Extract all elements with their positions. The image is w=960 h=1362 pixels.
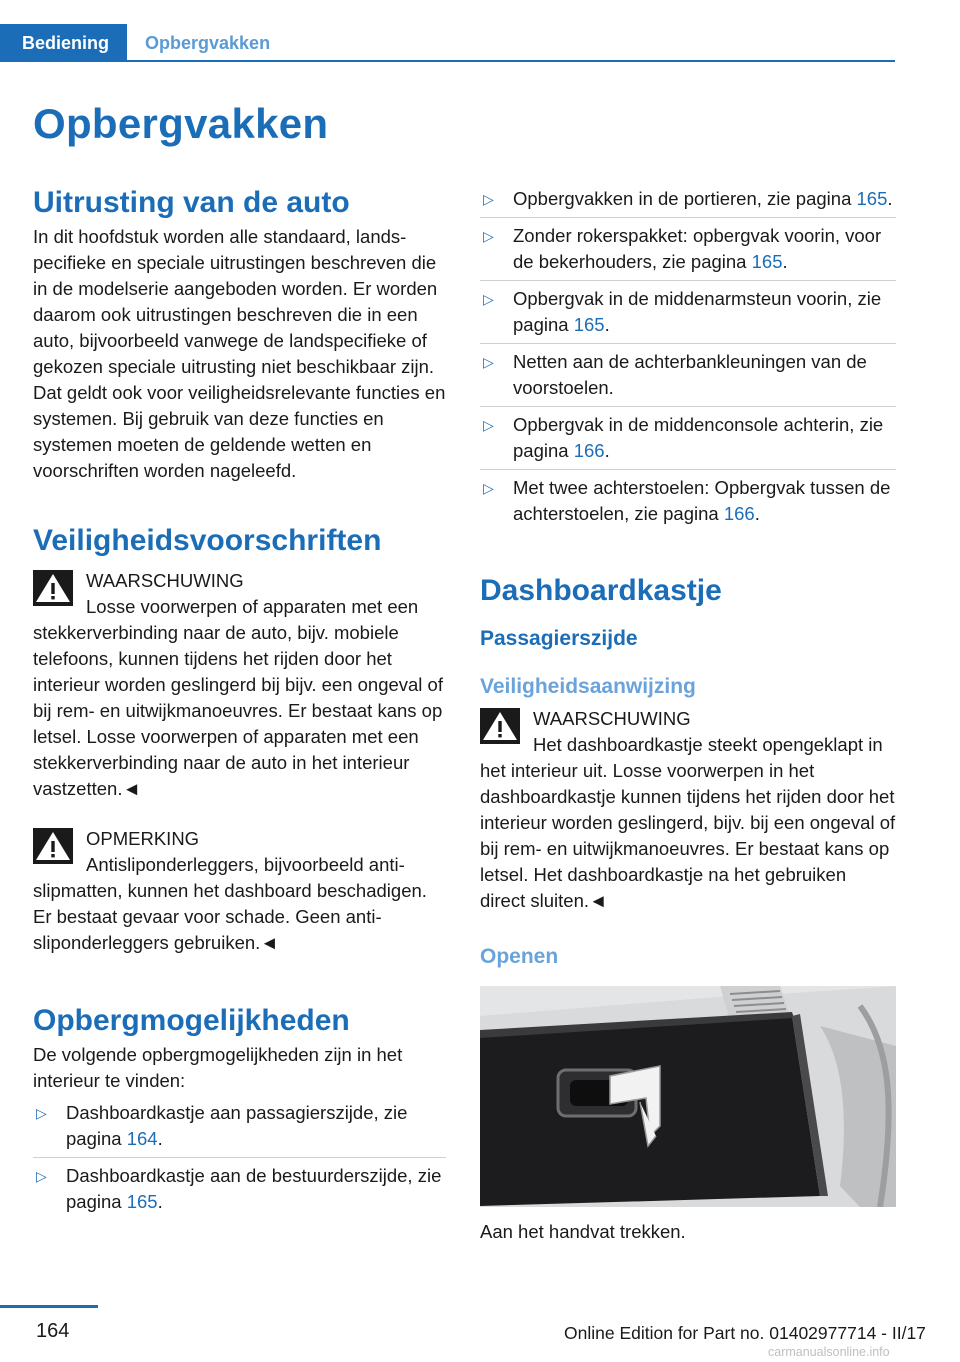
warning-label: WAARSCHUWING bbox=[533, 708, 691, 729]
section-heading-veiligheid: Veiligheidsvoorschriften bbox=[33, 524, 382, 557]
page-link[interactable]: 165 bbox=[573, 314, 605, 335]
glovebox-image bbox=[480, 986, 896, 1207]
list-item: ▷ Met twee achterstoelen: Opbergvak tussen de achterstoelen, zie pagina 166. bbox=[483, 477, 891, 524]
header-tabs bbox=[0, 24, 895, 62]
page-link[interactable]: 165 bbox=[751, 251, 783, 272]
glovebox-illustration bbox=[480, 986, 896, 1207]
section-text-opbergmogelijkheden: De volgende opbergmogelijkheden zijn in het interieur te vinden: bbox=[33, 1044, 403, 1091]
section-heading-opbergmogelijkheden: Opbergmogelijkheden bbox=[33, 1004, 350, 1037]
warning-text: Losse voorwerpen of apparaten met een stekkerverbinding naar de auto, bijv. mobiele telefoons, kunnen tijdens het rijden door het interieur worden geslingerd bij bijv. een ongeval of bij rem- en uitwijkmanoeuvres. Er bestaat kans op letsel. Losse voorwerpen of apparaten met een stekkerverbinding naar de auto in het interieur vastzetten.◄ bbox=[33, 596, 443, 799]
section-heading-uitrusting: Uitrusting van de auto bbox=[33, 186, 350, 219]
section-heading-dashboardkastje: Dashboardkastje bbox=[480, 574, 722, 607]
warning-icon bbox=[480, 708, 520, 744]
bullet-triangle-icon: ▷ bbox=[483, 354, 494, 370]
notice-block bbox=[33, 826, 446, 956]
page-title: Opbergvakken bbox=[33, 100, 329, 147]
storage-list-left bbox=[33, 1100, 446, 1220]
bullet-triangle-icon: ▷ bbox=[36, 1105, 47, 1121]
subheading-passagierszijde: Passagierszijde bbox=[480, 627, 638, 650]
subheading-openen: Openen bbox=[480, 945, 559, 968]
notice-label: OPMERKING bbox=[86, 828, 200, 849]
list-item: ▷ Opbergvak in de middenarmsteun voorin, zie pagina 165. bbox=[480, 286, 896, 344]
bullet-triangle-icon: ▷ bbox=[483, 228, 494, 244]
tab-opbergvakken[interactable]: Opbergvakken bbox=[145, 33, 271, 53]
warning-block-glovebox bbox=[480, 706, 896, 914]
list-item: ▷ Dashboardkastje aan de bestuurderszijde, zie pagina 165. bbox=[36, 1165, 442, 1212]
watermark: carmanualsonline.info bbox=[768, 1345, 890, 1359]
list-item: ▷ Zonder rokerspakket: opbergvak voorin, voor de bekerhouders, zie pagina 165. bbox=[480, 223, 896, 281]
bullet-triangle-icon: ▷ bbox=[36, 1168, 47, 1184]
page-link[interactable]: 165 bbox=[126, 1191, 158, 1212]
page-link[interactable]: 164 bbox=[126, 1128, 158, 1149]
notice-text: Antisliponderleggers, bijvoorbeeld antislipmatten, kunnen het dashboard beschadigen. Er bestaat gevaar voor schade. Geen antisliponderleggers gebruiken.◄ bbox=[33, 854, 427, 953]
tab-bediening[interactable]: Bediening bbox=[0, 24, 127, 62]
list-item: ▷ Opbergvak in de middenconsole achterin, zie pagina 166. bbox=[480, 412, 896, 470]
subheading-veiligheidsaanwijzing: Veiligheidsaanwijzing bbox=[480, 675, 696, 698]
figure-caption: Aan het handvat trekken. bbox=[480, 1221, 686, 1242]
list-item: ▷ Dashboardkastje aan passagierszijde, zie pagina 164. bbox=[33, 1100, 446, 1158]
warning-block bbox=[33, 568, 446, 802]
list-item: ▷ Netten aan de achterbankleuningen van de voorstoelen. bbox=[480, 349, 896, 407]
page-link[interactable]: 165 bbox=[856, 188, 888, 209]
bullet-triangle-icon: ▷ bbox=[483, 191, 494, 207]
list-item: ▷ Opbergvakken in de portieren, zie pagina 165. bbox=[480, 186, 896, 218]
left-column bbox=[33, 186, 446, 1225]
warning-icon bbox=[33, 828, 73, 864]
page-link[interactable]: 166 bbox=[573, 440, 605, 461]
footer-rule bbox=[0, 1305, 98, 1308]
page-number: 164 bbox=[36, 1320, 70, 1342]
bullet-triangle-icon: ▷ bbox=[483, 480, 494, 496]
storage-list-right bbox=[480, 186, 896, 532]
section-text-uitrusting: In dit hoofdstuk worden alle standaard, landspecifieke en speciale uitrustingen beschreven die in de modelserie aangeboden worden. Er worden daarom ook uitrustingen beschreven die in een auto, bijvoorbeeld vanwege de landspecifieke of gekozen speciale uitrusting niet beschikbaar zijn. Dat geldt ook voor veiligheidsrelevante functies en systemen. Bij gebruik van deze functies en systemen moeten de geldende wetten en voorschriften worden nageleefd. bbox=[33, 226, 446, 481]
warning-text: Het dashboardkastje steekt opengeklapt in het interieur uit. Losse voorwerpen in het dashboardkastje kunnen tijdens het rijden door het interieur worden geslingerd, bijv. bij een ongeval of bij rem- en uitwijkmanoeuvres. Er bestaat kans op letsel. Het dashboardkastje na het gebruiken direct sluiten.◄ bbox=[480, 734, 896, 911]
warning-icon bbox=[33, 570, 73, 606]
page-link[interactable]: 166 bbox=[723, 503, 755, 524]
bullet-triangle-icon: ▷ bbox=[483, 291, 494, 307]
bullet-triangle-icon: ▷ bbox=[483, 417, 494, 433]
right-column bbox=[480, 186, 896, 1245]
warning-label: WAARSCHUWING bbox=[86, 570, 244, 591]
edition-text: Online Edition for Part no. 01402977714 - II/17 bbox=[564, 1323, 926, 1343]
